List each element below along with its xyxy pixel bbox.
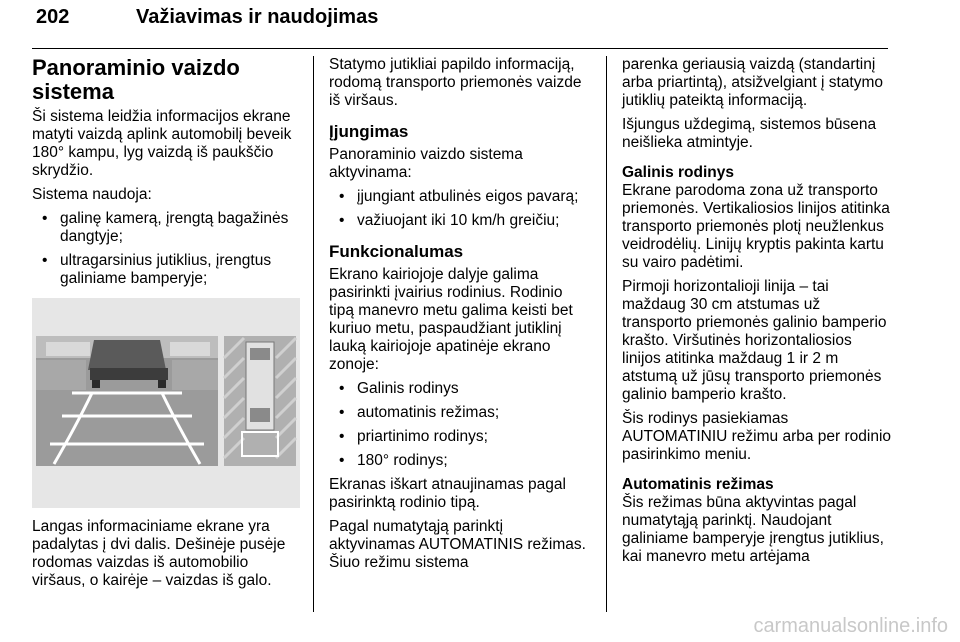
list-item: • priartinimo rodinys;: [329, 428, 591, 446]
refresh-paragraph: Ekranas iškart atnaujinamas pagal pasirinktą rodinio tipą.: [329, 476, 566, 511]
page-header: [36, 6, 886, 46]
column-separator: [313, 56, 314, 612]
column-separator: [606, 56, 607, 612]
after-figure-paragraph: Langas informaciniame ekrane yra padalytas į dvi dalis. Dešinėje pusėje rodomas vaizdas iš automobilio viršaus, o kairėje – vaizdas iš galo.: [32, 518, 286, 589]
section-title: Panoraminio vaizdo sistema: [32, 55, 240, 104]
auto-mode-paragraph: Šis režimas būna aktyvintas pagal numatytąją parinktį. Naudojant galiniame bamperyje įrengtus jutiklius, kai manevro metu artėjama: [622, 494, 884, 565]
enable-list: [329, 188, 591, 230]
rear-view-paragraph: Ekrane parodoma zona už transporto priemonės. Vertikaliosios linijos atitinka transporto priemonės plotį neužlenkus veidrodėlių. Linijų kryptis pakinta kartu su vairo padėtimi.: [622, 182, 890, 271]
enable-heading: Įjungimas: [329, 122, 409, 141]
memory-paragraph: Išjungus uždegimą, sistemos būsena neišlieka atmintyje.: [622, 116, 877, 151]
sensors-paragraph: Statymo jutikliai papildo informaciją, rodomą transporto priemonės vaizde iš viršaus.: [329, 56, 582, 109]
access-paragraph: Šis rodinys pasiekiamas AUTOMATINIU režimu arba per rodinio pasirinkimo meniu.: [622, 410, 892, 463]
uses-list: [32, 210, 300, 288]
list-item: • Galinis rodinys: [329, 380, 591, 398]
function-paragraph: Ekrano kairiojoje dalyje galima pasirinkti įvairius rodinius. Rodinio tipą manevro metu galima keisti bet kuriuo metu, paspaudžiant jutiklinį lauką kairiojoje apatinėje ekrano zonoje:: [329, 266, 573, 373]
intro-paragraph: Ši sistema leidžia informacijos ekrane matyti vaizdą aplink automobilį beveik 180° kampu, lyg vaizdą iš paukščio skrydžio.: [32, 108, 292, 179]
list-item: • ultragarsinius jutiklius, įrengtus galiniame bamperyje;: [32, 252, 300, 288]
list-item: • automatinis režimas;: [329, 404, 591, 422]
view-mode-list: [329, 380, 591, 470]
list-item: • galinę kamerą, įrengtą bagažinės dangtyje;: [32, 210, 300, 246]
watermark: carmanualsonline.info: [753, 615, 948, 637]
rear-view-heading: Galinis rodinys: [622, 164, 734, 181]
list-item: • važiuojant iki 10 km/h greičiu;: [329, 212, 591, 230]
enable-intro: Panoraminio vaizdo sistema aktyvinama:: [329, 146, 523, 181]
column-left: [32, 56, 300, 596]
chapter-title: Važiavimas ir naudojimas: [136, 6, 379, 28]
list-item: • 180° rodinys;: [329, 452, 591, 470]
auto-continuation-paragraph: parenka geriausią vaizdą (standartinį arba priartintą), atsižvelgiant į statymo jutiklių pateiktą informaciją.: [622, 56, 884, 109]
default-paragraph: Pagal numatytąją parinktį aktyvinamas AUTOMATINIS režimas. Šiuo režimu sistema: [329, 518, 586, 571]
auto-mode-heading: Automatinis režimas: [622, 476, 774, 493]
uses-label: Sistema naudoja:: [32, 186, 152, 203]
column-right: [622, 56, 892, 572]
function-heading: Funkcionalumas: [329, 242, 464, 261]
header-rule: [32, 48, 888, 49]
rear-camera-view: [36, 336, 218, 466]
column-middle: [329, 56, 591, 578]
top-view: [224, 336, 296, 466]
page-number: 202: [36, 6, 70, 28]
list-item: • įjungiant atbulinės eigos pavarą;: [329, 188, 591, 206]
distance-lines-paragraph: Pirmoji horizontalioji linija – tai maždaug 30 cm atstumas už transporto priemonės galinio bamperio krašto. Viršutinės horizontaliosios linijos atitinka maždaug 1 ir 2 m atstumą už jūsų transporto priemonės galinio bamperio krašto.: [622, 278, 887, 403]
camera-view-illustration: [32, 298, 300, 508]
